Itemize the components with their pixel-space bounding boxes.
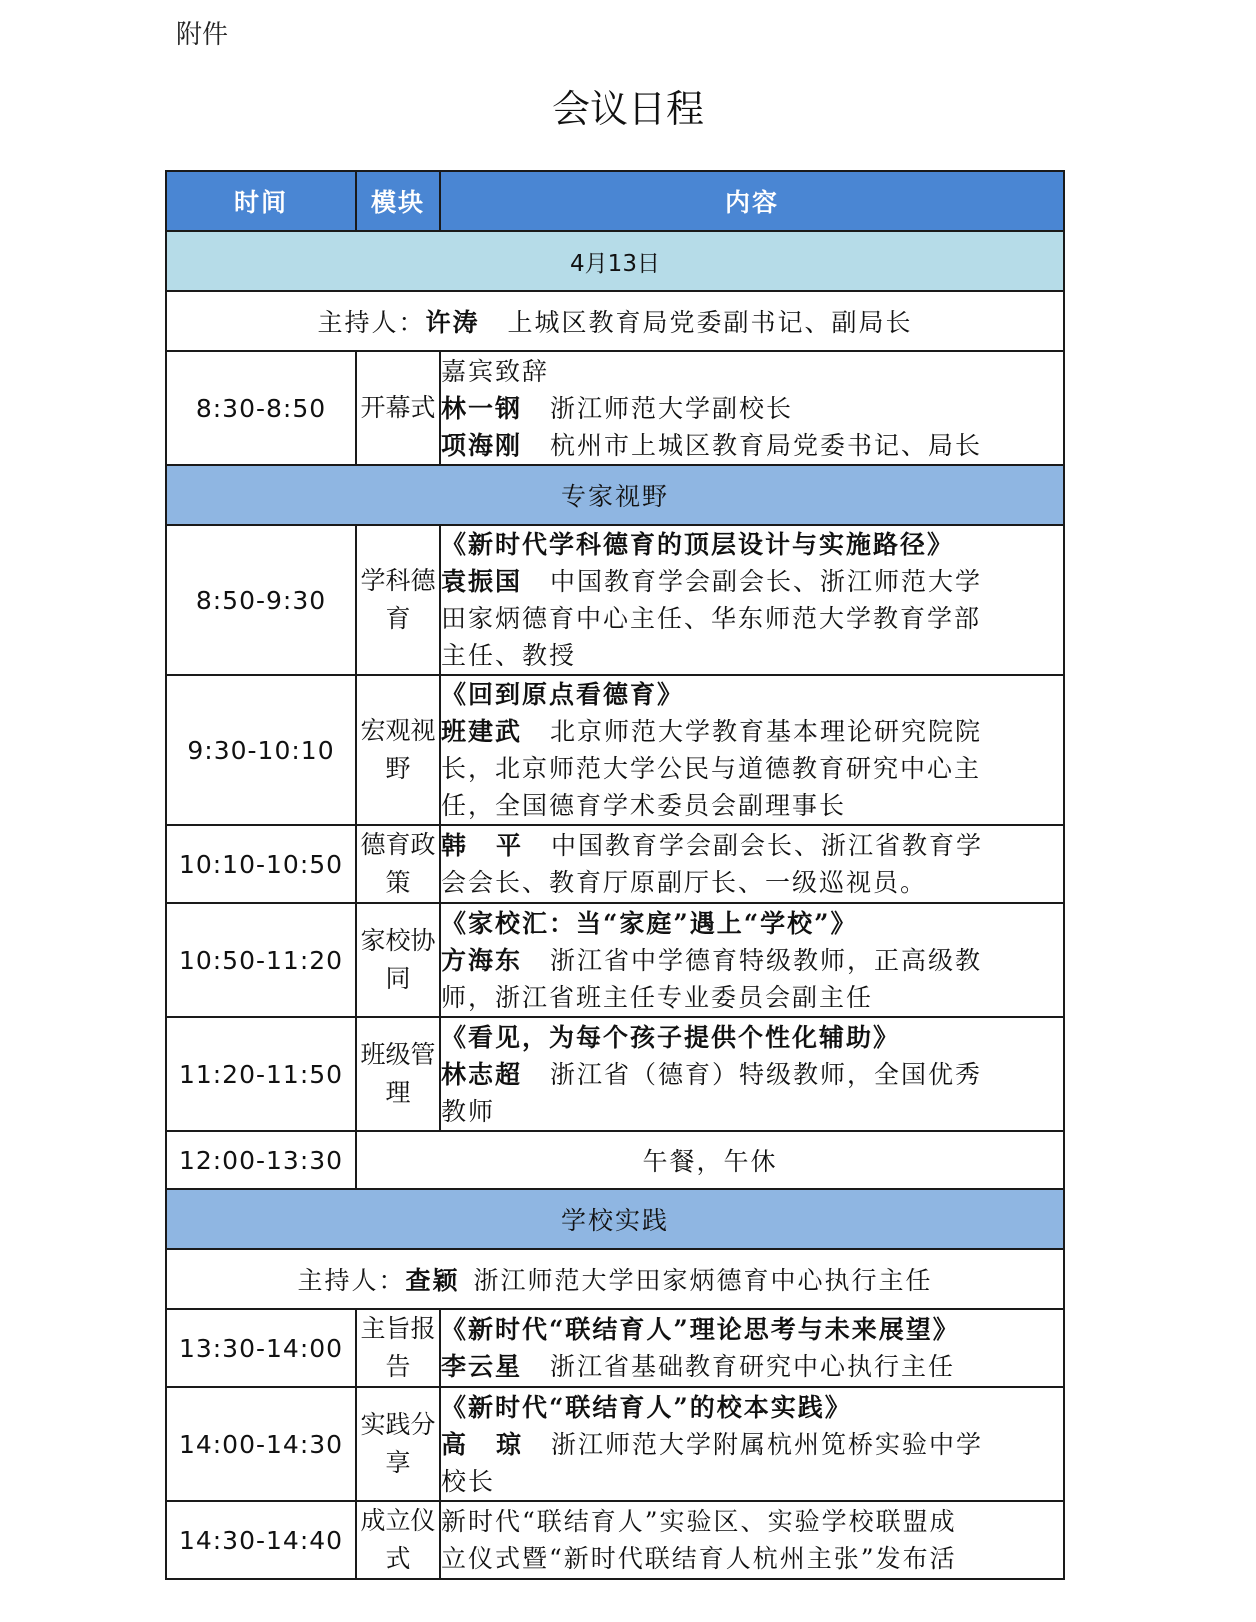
header-module: 模块 xyxy=(356,171,440,231)
talk-title: 《新时代“联结育人”的校本实践》 xyxy=(441,1392,852,1422)
talk-title: 《看见，为每个孩子提供个性化辅助》 xyxy=(441,1022,901,1052)
page-title: 会议日程 xyxy=(551,87,704,131)
speaker-name: 方海东 xyxy=(441,945,523,975)
header-time: 时间 xyxy=(166,171,356,231)
speaker-name: 平 xyxy=(496,831,524,860)
content-cell xyxy=(440,525,1064,675)
speaker-role: 主任、教授 xyxy=(441,641,577,670)
speaker-name: 韩 xyxy=(441,831,469,860)
speaker-role: 浙江省中学德育特级教师，正高级教 xyxy=(550,945,983,975)
speaker-name: 李云星 xyxy=(441,1352,523,1381)
speaker-role: 校长 xyxy=(441,1466,496,1496)
host-role: 浙江师范大学田家炳德育中心执行主任 xyxy=(473,1266,933,1295)
content-cell xyxy=(440,1387,1064,1501)
module-cell: 主旨报告 xyxy=(356,1309,440,1387)
header-content: 内容 xyxy=(440,171,1064,231)
host-row-2 xyxy=(166,1249,1064,1309)
module-cell: 成立仪式 xyxy=(356,1501,440,1579)
time-cell: 13:30-14:00 xyxy=(166,1309,356,1387)
date-row xyxy=(166,231,1064,291)
talk-title: 《家校汇：当“家庭”遇上“学校”》 xyxy=(441,908,858,938)
lunch-row xyxy=(166,1131,1064,1189)
content-heading: 嘉宾致辞 xyxy=(441,356,550,386)
table-row xyxy=(166,903,1064,1017)
time-cell: 10:10-10:50 xyxy=(166,825,356,903)
host-cell-1 xyxy=(166,291,1064,351)
attachment-label: 附件 xyxy=(176,20,229,50)
speaker-role: 教师 xyxy=(441,1096,496,1126)
time-cell: 8:50-9:30 xyxy=(166,525,356,675)
content-text: 新时代“联结育人”实验区、实验学校联盟成 xyxy=(441,1507,957,1536)
speaker-name: 项海刚 xyxy=(441,430,523,460)
content-cell xyxy=(440,1309,1064,1387)
module-cell: 实践分享 xyxy=(356,1387,440,1501)
section-row xyxy=(166,1189,1064,1249)
table-row xyxy=(166,1309,1064,1387)
module-cell: 开幕式 xyxy=(356,351,440,465)
table-row xyxy=(166,1387,1064,1501)
table-row xyxy=(166,1501,1064,1579)
host-name: 许涛 xyxy=(425,308,480,337)
speaker-role: 杭州市上城区教育局党委书记、局长 xyxy=(550,430,983,460)
speaker-role: 北京师范大学教育基本理论研究院院 xyxy=(550,717,983,746)
speaker-role: 中国教育学会副会长、浙江省教育学 xyxy=(551,831,984,860)
module-cell: 宏观视野 xyxy=(356,675,440,825)
module-cell: 德育政策 xyxy=(356,825,440,903)
section-row xyxy=(166,465,1064,525)
content-text: 立仪式暨“新时代联结育人杭州主张”发布活 xyxy=(441,1544,957,1573)
table-row xyxy=(166,1017,1064,1131)
talk-title: 《回到原点看德育》 xyxy=(441,680,685,709)
speaker-role: 长，北京师范大学公民与道德教育研究中心主 xyxy=(441,754,982,783)
time-cell: 14:00-14:30 xyxy=(166,1387,356,1501)
time-cell: 11:20-11:50 xyxy=(166,1017,356,1131)
content-cell xyxy=(440,903,1064,1017)
header-row xyxy=(166,171,1064,231)
host-prefix: 主持人： xyxy=(317,308,426,337)
host-prefix: 主持人： xyxy=(297,1266,406,1295)
module-cell: 学科德育 xyxy=(356,525,440,675)
module-cell: 家校协同 xyxy=(356,903,440,1017)
speaker-name: 琼 xyxy=(496,1429,524,1459)
time-cell: 9:30-10:10 xyxy=(166,675,356,825)
speaker-role: 浙江师范大学附属杭州笕桥实验中学 xyxy=(551,1429,984,1459)
speaker-name: 班建武 xyxy=(441,717,523,746)
speaker-name: 袁振国 xyxy=(441,567,523,596)
host-name: 查颖 xyxy=(405,1266,460,1295)
speaker-role: 中国教育学会副会长、浙江师范大学 xyxy=(550,567,983,596)
host-role: 上城区教育局党委副书记、副局长 xyxy=(507,308,913,337)
host-cell-2 xyxy=(166,1249,1064,1309)
speaker-name: 林一钢 xyxy=(441,393,523,423)
table-row xyxy=(166,675,1064,825)
speaker-role: 浙江省（德育）特级教师，全国优秀 xyxy=(550,1059,983,1089)
table-row xyxy=(166,351,1064,465)
section-title: 学校实践 xyxy=(166,1189,1064,1249)
content-cell xyxy=(440,351,1064,465)
speaker-role: 会会长、教育厅原副厅长、一级巡视员。 xyxy=(441,868,928,897)
talk-title: 《新时代学科德育的顶层设计与实施路径》 xyxy=(441,530,955,559)
content-cell xyxy=(440,675,1064,825)
section-title: 专家视野 xyxy=(166,465,1064,525)
host-row-1 xyxy=(166,291,1064,351)
speaker-name: 高 xyxy=(441,1429,469,1459)
speaker-role: 田家炳德育中心主任、华东师范大学教育学部 xyxy=(441,604,982,633)
schedule-table xyxy=(165,170,1065,1580)
table-row xyxy=(166,825,1064,903)
speaker-role: 任，全国德育学术委员会副理事长 xyxy=(441,791,847,820)
content-cell xyxy=(440,825,1064,903)
content-cell xyxy=(440,1501,1064,1579)
module-cell: 班级管理 xyxy=(356,1017,440,1131)
lunch-cell: 午餐，午休 xyxy=(356,1131,1064,1189)
time-cell: 14:30-14:40 xyxy=(166,1501,356,1579)
content-cell xyxy=(440,1017,1064,1131)
time-cell: 10:50-11:20 xyxy=(166,903,356,1017)
table-row xyxy=(166,525,1064,675)
time-cell: 12:00-13:30 xyxy=(166,1131,356,1189)
date-label: 4月13日 xyxy=(166,231,1064,291)
time-cell: 8:30-8:50 xyxy=(166,351,356,465)
talk-title: 《新时代“联结育人”理论思考与未来展望》 xyxy=(441,1315,960,1344)
speaker-name: 林志超 xyxy=(441,1059,523,1089)
speaker-role: 浙江师范大学副校长 xyxy=(550,393,794,423)
speaker-role: 师，浙江省班主任专业委员会副主任 xyxy=(441,982,874,1012)
speaker-role: 浙江省基础教育研究中心执行主任 xyxy=(550,1352,956,1381)
